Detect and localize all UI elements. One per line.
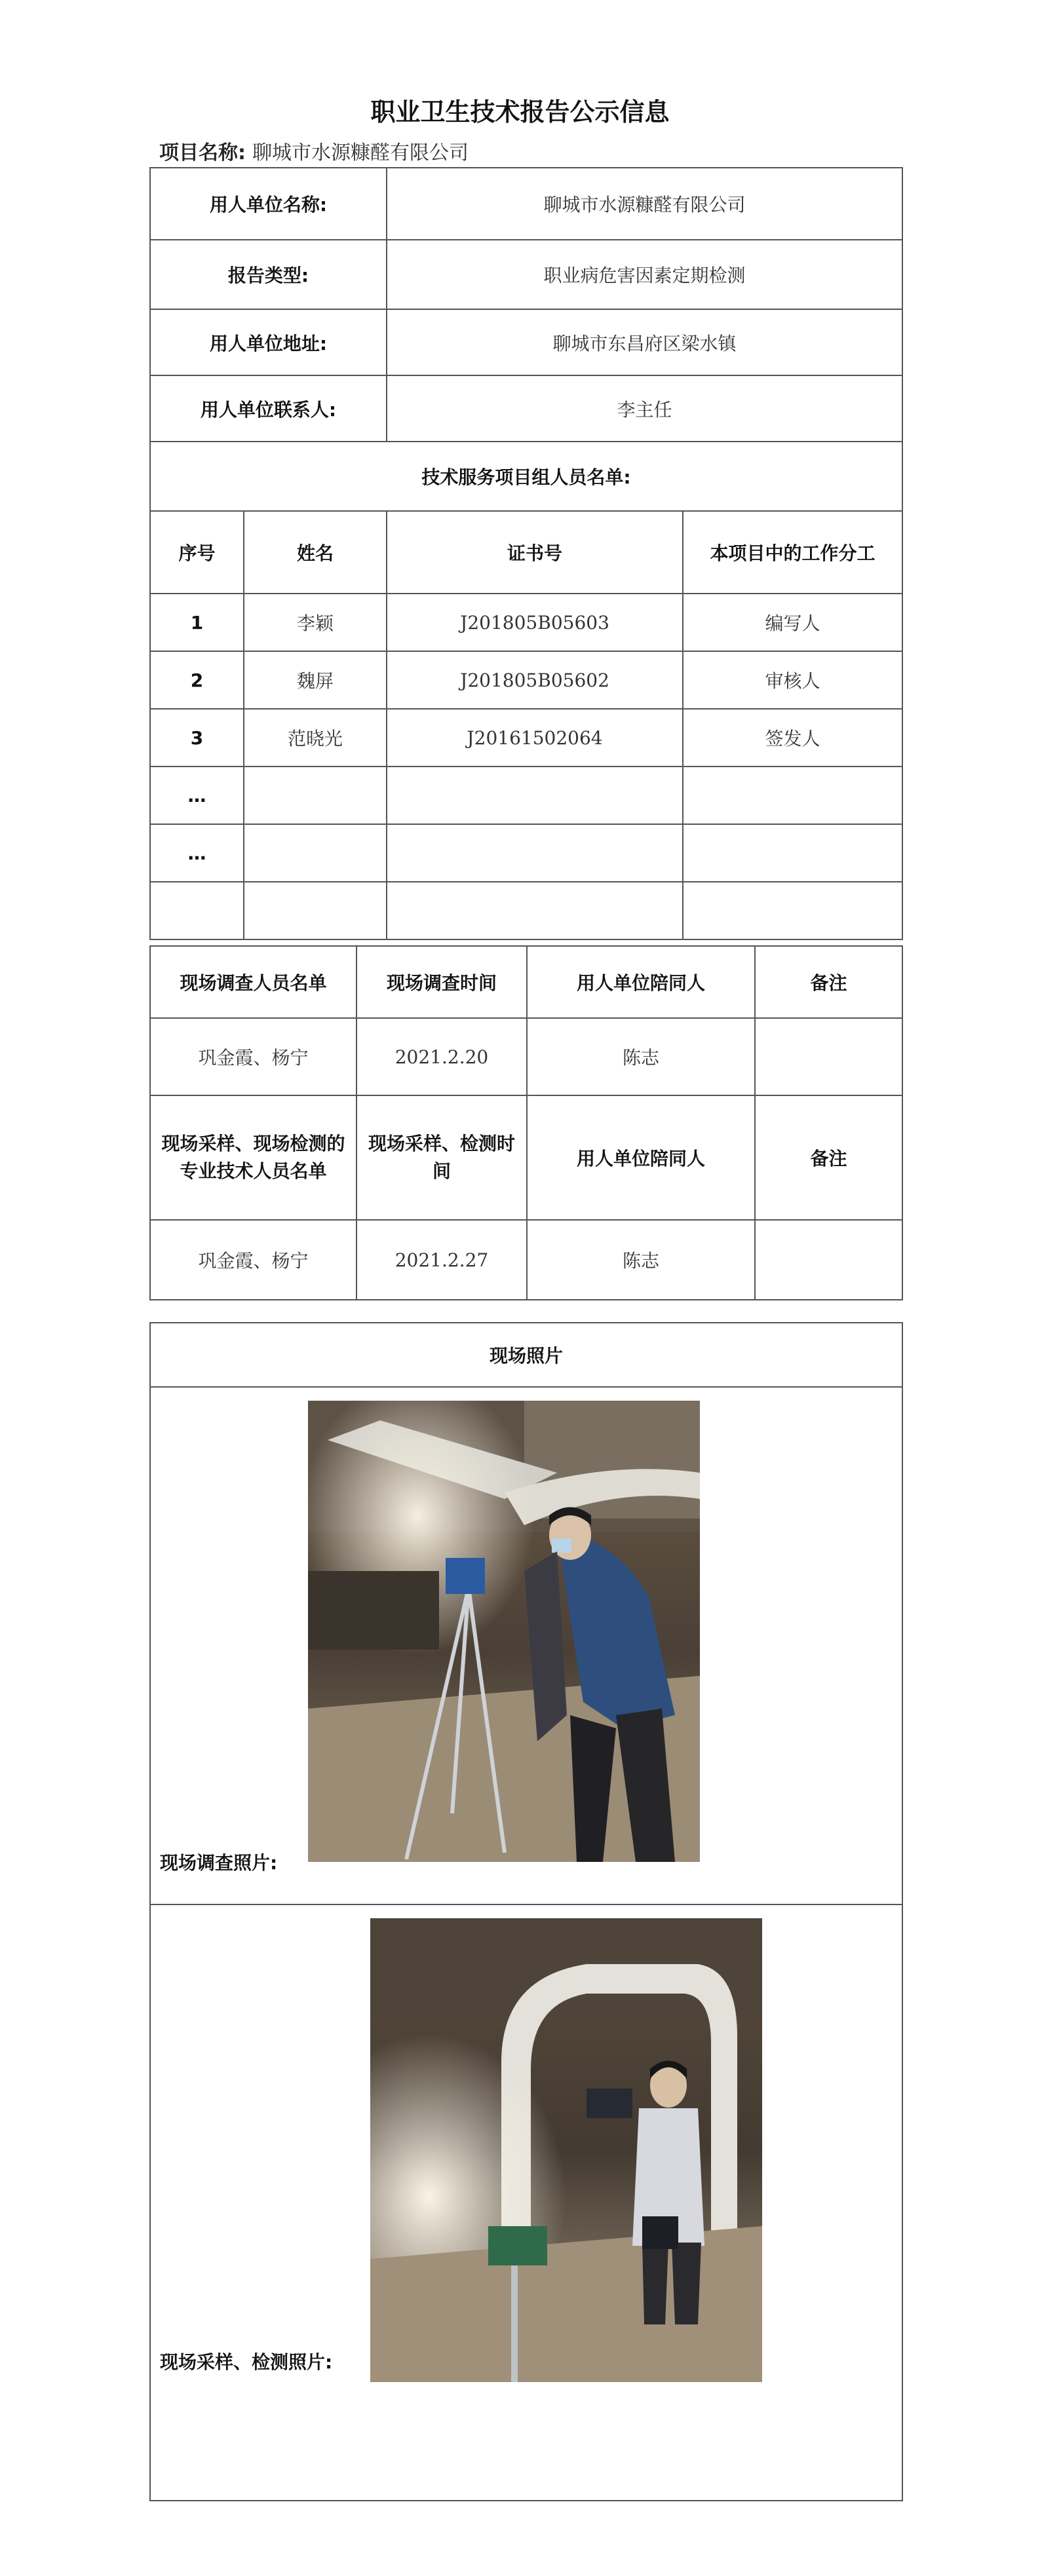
row-name [244, 882, 387, 939]
sampling-photo-cell [150, 1904, 902, 2501]
page-title: 职业卫生技术报告公示信息 [370, 98, 670, 126]
row-name [244, 824, 387, 882]
table-row [150, 882, 902, 939]
row-cert: J201805B05603 [387, 594, 683, 651]
contact-value: 李主任 [387, 375, 902, 442]
row-name: 李颖 [244, 594, 387, 651]
sampling-header-time: 现场采样、检测时间 [356, 1095, 527, 1220]
survey-photo-label: 现场调查照片: [160, 1852, 278, 1874]
sampling-header-staff: 现场采样、现场检测的专业技术人员名单 [150, 1095, 356, 1220]
report-type-row [150, 240, 902, 309]
sampling-header-note: 备注 [755, 1095, 902, 1220]
sampling-photo [370, 1918, 762, 2382]
sampling-header-companion: 用人单位陪同人 [527, 1095, 755, 1220]
info-table [149, 167, 903, 940]
table-row [150, 709, 902, 767]
sampling-header-row [150, 1095, 902, 1220]
row-name: 魏屏 [244, 651, 387, 709]
table-row [150, 767, 902, 824]
sampling-photo-label: 现场采样、检测照片: [160, 2351, 333, 2373]
survey-investigators: 巩金霞、杨宁 [150, 1018, 356, 1095]
report-type-label: 报告类型: [150, 240, 387, 309]
address-label: 用人单位地址: [150, 309, 387, 375]
sampling-row [150, 1220, 902, 1300]
survey-time: 2021.2.20 [356, 1018, 527, 1095]
row-name: 范晓光 [244, 709, 387, 767]
table-row [150, 651, 902, 709]
survey-header-time: 现场调查时间 [356, 946, 527, 1018]
row-no: 1 [150, 594, 244, 651]
team-heading-row [150, 442, 902, 511]
row-cert: J201805B05602 [387, 651, 683, 709]
employer-value: 聊城市水源糠醛有限公司 [387, 168, 902, 240]
row-no: 3 [150, 709, 244, 767]
col-header-role: 本项目中的工作分工 [683, 511, 902, 594]
table-row [150, 594, 902, 651]
sampling-photo-image [370, 1918, 762, 2382]
project-label: 项目名称: [159, 142, 246, 164]
employer-label: 用人单位名称: [150, 168, 387, 240]
survey-header-note: 备注 [755, 946, 902, 1018]
col-header-cert: 证书号 [387, 511, 683, 594]
survey-header-row [150, 946, 902, 1018]
survey-header-companion: 用人单位陪同人 [527, 946, 755, 1018]
row-no: … [150, 767, 244, 824]
employer-row [150, 168, 902, 240]
row-role: 签发人 [683, 709, 902, 767]
sampling-photo-row [150, 1904, 902, 2501]
team-heading: 技术服务项目组人员名单: [150, 442, 902, 511]
survey-photo [308, 1401, 700, 1862]
contact-row [150, 375, 902, 442]
row-cert [387, 824, 683, 882]
row-name [244, 767, 387, 824]
sampling-time: 2021.2.27 [356, 1220, 527, 1300]
table-row [150, 824, 902, 882]
row-cert: J20161502064 [387, 709, 683, 767]
survey-photo-row [150, 1387, 902, 1904]
row-role [683, 824, 902, 882]
team-header-row [150, 511, 902, 594]
survey-companion: 陈志 [527, 1018, 755, 1095]
row-role [683, 882, 902, 939]
row-no: 2 [150, 651, 244, 709]
survey-photo-cell [150, 1387, 902, 1904]
row-role: 编写人 [683, 594, 902, 651]
photo-table [149, 1322, 903, 2501]
photo-heading-row [150, 1323, 902, 1387]
row-role [683, 767, 902, 824]
row-cert [387, 767, 683, 824]
survey-table [149, 945, 903, 1300]
address-row [150, 309, 902, 375]
survey-header-investigators: 现场调查人员名单 [150, 946, 356, 1018]
sampling-note [755, 1220, 902, 1300]
col-header-no: 序号 [150, 511, 244, 594]
report-type-value: 职业病危害因素定期检测 [387, 240, 902, 309]
col-header-name: 姓名 [244, 511, 387, 594]
sampling-staff: 巩金霞、杨宁 [150, 1220, 356, 1300]
project-line [159, 136, 469, 165]
row-no: … [150, 824, 244, 882]
project-value: 聊城市水源糠醛有限公司 [252, 142, 469, 164]
row-no [150, 882, 244, 939]
address-value: 聊城市东昌府区梁水镇 [387, 309, 902, 375]
survey-photo-image [308, 1401, 700, 1862]
row-cert [387, 882, 683, 939]
photo-heading: 现场照片 [150, 1323, 902, 1387]
contact-label: 用人单位联系人: [150, 375, 387, 442]
survey-row [150, 1018, 902, 1095]
survey-note [755, 1018, 902, 1095]
row-role: 审核人 [683, 651, 902, 709]
sampling-companion: 陈志 [527, 1220, 755, 1300]
